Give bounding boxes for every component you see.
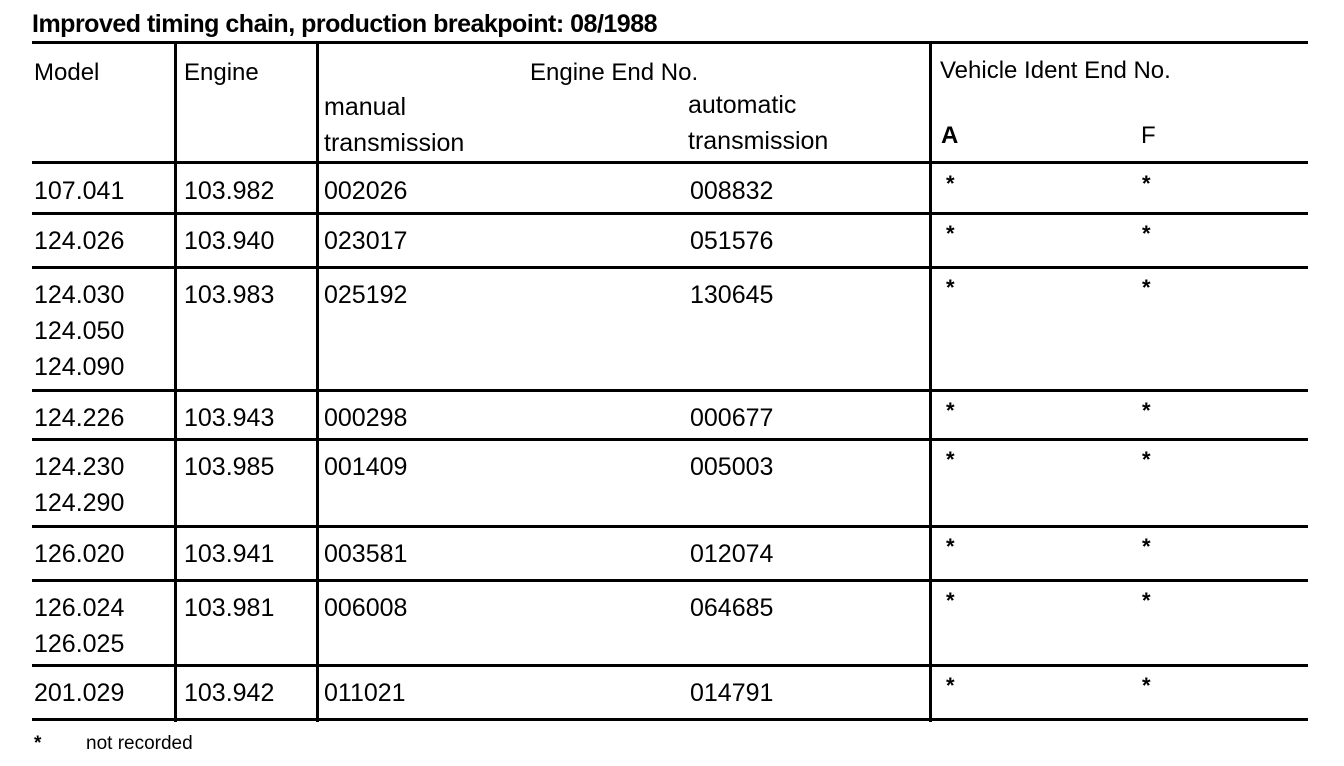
header-engine-end-no: Engine End No. bbox=[530, 59, 699, 86]
row-engine: 103.982 bbox=[184, 177, 275, 205]
row-engine: 103.981 bbox=[184, 594, 275, 622]
row-ident-f: * bbox=[1142, 398, 1151, 423]
row-rule bbox=[32, 664, 1308, 667]
top-rule bbox=[32, 41, 1308, 44]
header-model: Model bbox=[34, 59, 100, 86]
row-model: 126.024 126.025 bbox=[34, 594, 125, 658]
header-engine: Engine bbox=[184, 59, 259, 86]
row-rule bbox=[32, 389, 1308, 392]
column-divider-3 bbox=[929, 43, 932, 722]
row-automatic-end-no: 000677 bbox=[690, 404, 774, 432]
row-manual-end-no: 023017 bbox=[324, 227, 408, 255]
row-manual-end-no: 003581 bbox=[324, 540, 408, 568]
row-rule bbox=[32, 718, 1308, 721]
row-model: 124.230 124.290 bbox=[34, 453, 125, 517]
row-ident-f: * bbox=[1142, 275, 1151, 300]
row-engine: 103.943 bbox=[184, 404, 275, 432]
row-engine: 103.985 bbox=[184, 453, 275, 481]
row-automatic-end-no: 064685 bbox=[690, 594, 774, 622]
row-model: 201.029 bbox=[34, 679, 125, 707]
row-rule bbox=[32, 212, 1308, 215]
row-automatic-end-no: 014791 bbox=[690, 679, 774, 707]
row-manual-end-no: 006008 bbox=[324, 594, 408, 622]
table-title: Improved timing chain, production breakpoint: 08/1988 bbox=[32, 10, 658, 38]
row-manual-end-no: 011021 bbox=[324, 679, 406, 707]
row-ident-f: * bbox=[1142, 221, 1151, 246]
footnote-text: not recorded bbox=[86, 733, 193, 754]
row-ident-a: * bbox=[946, 588, 955, 613]
row-ident-a: * bbox=[946, 534, 955, 559]
row-rule bbox=[32, 579, 1308, 582]
row-model: 107.041 bbox=[34, 177, 125, 205]
row-manual-end-no: 025192 bbox=[324, 281, 408, 309]
row-model: 124.226 bbox=[34, 404, 125, 432]
column-divider-1 bbox=[174, 43, 177, 722]
row-ident-a: * bbox=[946, 275, 955, 300]
row-ident-a: * bbox=[946, 447, 955, 472]
header-manual-transmission: manual transmission bbox=[324, 93, 465, 157]
row-model: 124.026 bbox=[34, 227, 125, 255]
row-engine: 103.941 bbox=[184, 540, 275, 568]
row-ident-a: * bbox=[946, 398, 955, 423]
footnote bbox=[34, 733, 193, 755]
row-automatic-end-no: 012074 bbox=[690, 540, 774, 568]
row-ident-a: * bbox=[946, 171, 955, 196]
row-manual-end-no: 001409 bbox=[324, 453, 408, 481]
header-col-a: A bbox=[941, 122, 959, 149]
row-ident-f: * bbox=[1142, 588, 1151, 613]
row-manual-end-no: 000298 bbox=[324, 404, 408, 432]
row-automatic-end-no: 051576 bbox=[690, 227, 774, 255]
row-ident-f: * bbox=[1142, 447, 1151, 472]
row-rule bbox=[32, 438, 1308, 441]
row-model: 124.030 124.050 124.090 bbox=[34, 281, 125, 381]
row-ident-a: * bbox=[946, 221, 955, 246]
row-automatic-end-no: 005003 bbox=[690, 453, 774, 481]
row-ident-f: * bbox=[1142, 171, 1151, 196]
footnote-mark: * bbox=[34, 733, 42, 754]
row-automatic-end-no: 130645 bbox=[690, 281, 774, 309]
header-vehicle-ident-end-no: Vehicle Ident End No. bbox=[940, 57, 1171, 84]
row-engine: 103.942 bbox=[184, 679, 275, 707]
row-engine: 103.940 bbox=[184, 227, 275, 255]
row-ident-f: * bbox=[1142, 534, 1151, 559]
row-rule bbox=[32, 266, 1308, 269]
column-divider-2 bbox=[316, 43, 319, 722]
row-ident-a: * bbox=[946, 673, 955, 698]
row-automatic-end-no: 008832 bbox=[690, 177, 774, 205]
header-automatic-transmission: automatic transmission bbox=[688, 91, 829, 155]
row-manual-end-no: 002026 bbox=[324, 177, 408, 205]
row-model: 126.020 bbox=[34, 540, 125, 568]
row-ident-f: * bbox=[1142, 673, 1151, 698]
header-col-f: F bbox=[1141, 122, 1156, 149]
header-rule bbox=[32, 161, 1308, 164]
row-rule bbox=[32, 525, 1308, 528]
row-engine: 103.983 bbox=[184, 281, 275, 309]
